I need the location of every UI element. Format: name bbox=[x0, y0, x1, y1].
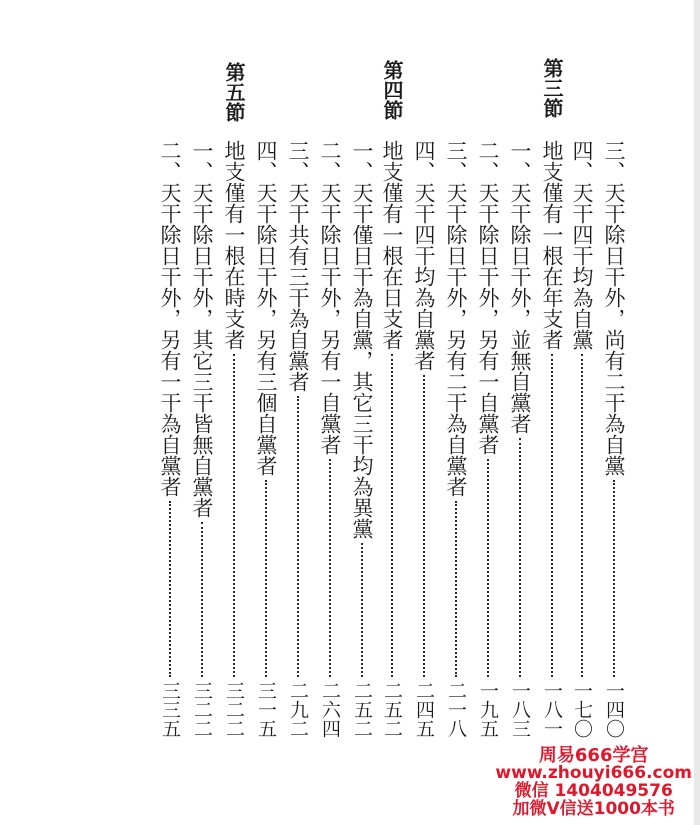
page-number: 三二二 bbox=[191, 681, 213, 738]
page-number: 二四五 bbox=[413, 681, 435, 738]
page-number: 二九二 bbox=[287, 681, 309, 738]
dot-leader bbox=[581, 354, 583, 677]
dot-leader bbox=[455, 501, 457, 677]
toc-entry bbox=[411, 140, 437, 738]
dot-leader bbox=[265, 480, 267, 677]
page-number: 一四〇 bbox=[603, 681, 625, 738]
entry-title: 一、天干僅日干為自黨，其它三干均為異黨 bbox=[350, 140, 374, 539]
toc-entry bbox=[253, 140, 279, 738]
page-number: 三一五 bbox=[255, 681, 277, 738]
section-title: 第三節 bbox=[540, 58, 564, 118]
page-number: 三三五 bbox=[159, 681, 181, 738]
toc-entry bbox=[285, 140, 311, 738]
toc-entry bbox=[443, 140, 469, 738]
entry-title: 三、天干除日干外，另有二干為自黨者 bbox=[444, 140, 468, 497]
toc-entry bbox=[539, 140, 565, 738]
toc-entry bbox=[317, 140, 343, 738]
entry-title: 地支僅有一根在時支者 bbox=[222, 140, 246, 350]
toc-entry bbox=[221, 140, 247, 738]
watermark-line: www.zhouyi666.com bbox=[495, 763, 692, 784]
entry-title: 二、天干除日干外，另有一自黨者 bbox=[318, 140, 342, 455]
dot-leader bbox=[169, 501, 171, 677]
section-heading bbox=[379, 60, 405, 140]
dot-leader bbox=[329, 459, 331, 677]
toc-entry bbox=[189, 140, 215, 738]
dot-leader bbox=[233, 354, 235, 677]
section-heading bbox=[221, 62, 247, 140]
entry-title: 一、天干除日干外，並無自黨者 bbox=[508, 140, 532, 434]
entry-title: 四、天干四干均為自黨 bbox=[570, 140, 594, 350]
watermark-line: 周易666学宫 bbox=[538, 744, 649, 766]
page-number: 二五二 bbox=[381, 681, 403, 738]
page-number: 一九五 bbox=[477, 681, 499, 738]
dot-leader bbox=[519, 438, 521, 677]
watermark bbox=[495, 744, 692, 820]
page-number: 二六四 bbox=[319, 681, 341, 738]
entry-title: 三、天干共有三干為自黨者 bbox=[286, 140, 310, 392]
page-number: 一八一 bbox=[541, 681, 563, 738]
dot-leader bbox=[551, 354, 553, 677]
entry-title: 地支僅有一根在年支者 bbox=[540, 140, 564, 350]
section-title: 第四節 bbox=[380, 60, 404, 120]
dot-leader bbox=[391, 354, 393, 677]
dot-leader bbox=[361, 543, 363, 677]
page-number: 一八三 bbox=[509, 681, 531, 738]
dot-leader bbox=[487, 459, 489, 677]
page-number: 三二二 bbox=[223, 681, 245, 738]
entry-title: 一、天干除日干外，其它三干皆無自黨者 bbox=[190, 140, 214, 518]
toc-entry bbox=[475, 140, 501, 738]
watermark-line: 加微V信送1000本书 bbox=[512, 799, 675, 820]
toc-entry bbox=[601, 140, 627, 738]
section-title: 第五節 bbox=[222, 62, 246, 122]
dot-leader bbox=[613, 480, 615, 677]
toc-entry bbox=[157, 140, 183, 738]
entry-title: 四、天干除日干外，另有三個自黨者 bbox=[254, 140, 278, 476]
page-edge bbox=[694, 0, 700, 825]
dot-leader bbox=[297, 396, 299, 677]
toc-entry bbox=[379, 140, 405, 738]
dot-leader bbox=[201, 522, 203, 677]
entry-title: 地支僅有一根在日支者 bbox=[380, 140, 404, 350]
watermark-line: 微信 1404049576 bbox=[514, 781, 673, 802]
entry-title: 二、天干除日干外，另有一干為自黨者 bbox=[158, 140, 182, 497]
page-number: 二一八 bbox=[445, 681, 467, 738]
toc-entry bbox=[569, 140, 595, 738]
toc-entry bbox=[507, 140, 533, 738]
entry-title: 四、天干四干均為自黨者 bbox=[412, 140, 436, 371]
entry-title: 三、天干除日干外，尚有二干為自黨 bbox=[602, 140, 626, 476]
entry-title: 二、天干除日干外，另有一自黨者 bbox=[476, 140, 500, 455]
section-heading bbox=[539, 58, 565, 140]
page-number: 二五二 bbox=[351, 681, 373, 738]
dot-leader bbox=[423, 375, 425, 677]
page-number: 一七〇 bbox=[571, 681, 593, 738]
toc-entry bbox=[349, 140, 375, 738]
